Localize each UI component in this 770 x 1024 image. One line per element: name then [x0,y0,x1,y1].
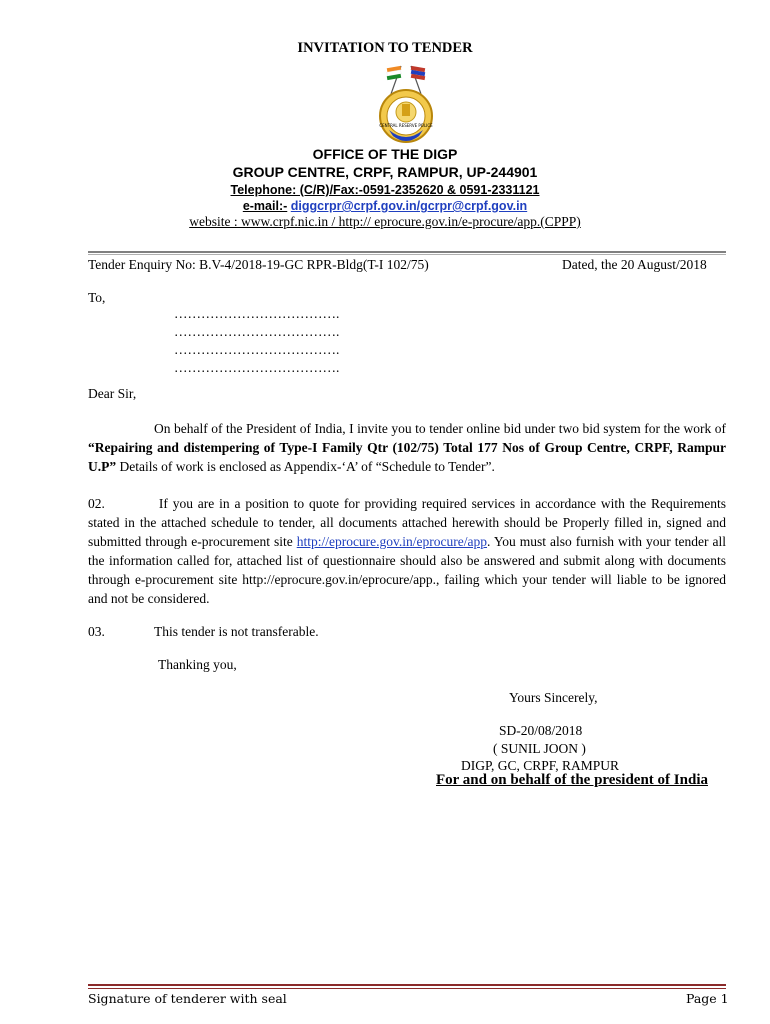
para2-number: 02. [88,496,105,511]
date-line: Dated, the 20 August/2018 [562,257,707,272]
signed-date: SD-20/08/2018 [499,723,583,738]
para1-lead: On behalf of the President of India, I invite you to tender online bid under two bid system for the work of [154,421,726,436]
tender-enquiry-number: Tender Enquiry No: B.V-4/2018-19-GC RPR-Bldg(T-I 102/75) [88,257,429,272]
salutation: Dear Sir, [88,386,137,401]
page-number: Page 1 [686,991,729,1006]
footer-divider [88,984,726,986]
signatory-designation: DIGP, GC, CRPF, RAMPUR [461,758,619,773]
paragraph-1 [88,419,726,476]
to-label: To, [88,290,106,305]
address-line: ………………………………. [174,342,340,357]
yours-sincerely: Yours Sincerely, [509,690,598,705]
website-line[interactable]: website : www.crpf.nic.in / http:// eprocure.gov.in/e-procure/app.(CPPP) [189,214,581,229]
unit-address: GROUP CENTRE, CRPF, RAMPUR, UP-244901 [232,164,538,180]
header-divider-thin [88,254,726,255]
crpf-emblem-logo [367,64,445,146]
para1-tail: Details of work is enclosed as Appendix-‘A’ of “Schedule to Tender”. [116,459,495,474]
document-title: INVITATION TO TENDER [297,40,473,56]
para2-text-b: . You must also furnish with your tender all the information called for, attached list of questionnaire should also be answered and submit along with documents through e-procurement site http://eprocure.gov.in/eprocure/app., failing which your tender will liable to be ignored and not be considered. [88,534,726,606]
address-line: ………………………………. [174,306,340,321]
footer-signature-label: Signature of tenderer with seal [88,991,287,1006]
para2-text-a: If you are in a position to quote for providing required services in accordance with the Requirements stated in the attached schedule to tender, all documents attached herewith should be Properly filled in, signed and submitted through e-procurement site [88,496,726,549]
work-title: “Repairing and distempering of Type-I Family Qtr (102/75) Total 177 Nos of Group Centre, CRPF, Rampur U.P” [88,440,726,474]
header-divider [88,251,726,253]
footer-divider-thin [88,988,726,989]
paragraph-2 [88,494,726,608]
para3-text: This tender is not transferable. [154,624,319,639]
address-line: ………………………………. [174,324,340,339]
on-behalf-line: For and on behalf of the president of India [436,772,708,788]
thanking-line: Thanking you, [158,657,237,672]
para3-number: 03. [88,624,105,639]
eprocure-link[interactable]: http://eprocure.gov.in/eprocure/app [296,534,488,549]
emblem-text: CENTRAL RESERVE POLICE [379,123,433,128]
address-line: ………………………………. [174,360,340,375]
signatory-name: ( SUNIL JOON ) [493,741,586,756]
email-link[interactable]: diggcrpr@crpf.gov.in/gcrpr@crpf.gov.in [290,199,528,213]
email-label: e-mail:- [242,199,288,213]
telephone-line: Telephone: (C/R)/Fax:-0591-2352620 & 0591-2331121 [230,183,540,197]
office-name: OFFICE OF THE DIGP [312,146,458,162]
email-line [0,199,770,213]
